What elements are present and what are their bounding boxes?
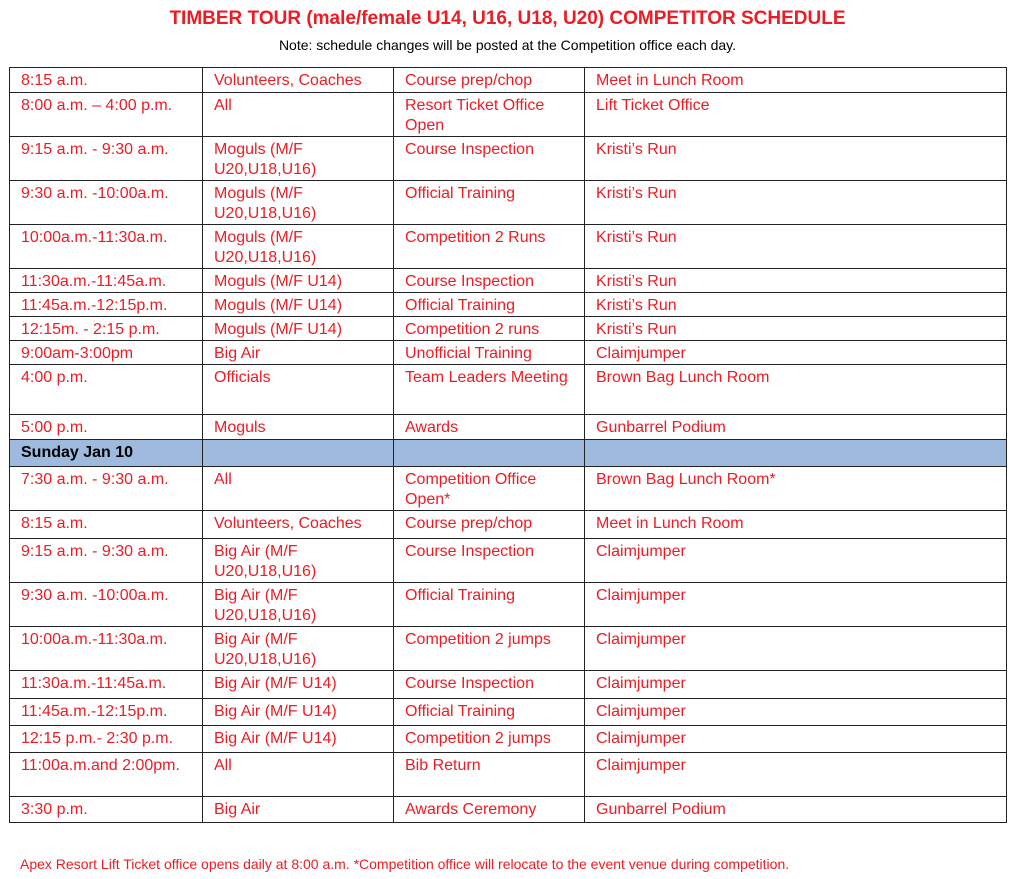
cell-location: Gunbarrel Podium — [585, 797, 1007, 823]
table-row — [10, 341, 1007, 365]
cell-time: 4:00 p.m. — [10, 365, 203, 415]
cell-who: Big Air (M/F U14) — [203, 726, 394, 753]
table-row — [10, 415, 1007, 440]
cell-event: Official Training — [394, 181, 585, 225]
cell-who: All — [203, 93, 394, 137]
cell-event: Awards Ceremony — [394, 797, 585, 823]
cell-event — [394, 440, 585, 467]
cell-time: 5:00 p.m. — [10, 415, 203, 440]
cell-time: 10:00a.m.-11:30a.m. — [10, 225, 203, 269]
schedule-body — [10, 68, 1007, 823]
cell-who — [203, 440, 394, 467]
cell-event: Course Inspection — [394, 269, 585, 293]
table-row — [10, 225, 1007, 269]
cell-event: Competition 2 jumps — [394, 627, 585, 671]
cell-who: Moguls (M/F U20,U18,U16) — [203, 181, 394, 225]
cell-time: 9:30 a.m. -10:00a.m. — [10, 181, 203, 225]
cell-time: 9:30 a.m. -10:00a.m. — [10, 583, 203, 627]
page-title: TIMBER TOUR (male/female U14, U16, U18, U20) COMPETITOR SCHEDULE — [169, 8, 846, 29]
cell-location: Meet in Lunch Room — [585, 68, 1007, 93]
cell-time: 11:30a.m.-11:45a.m. — [10, 671, 203, 699]
cell-time: Sunday Jan 10 — [10, 440, 203, 467]
cell-time: 8:00 a.m. – 4:00 p.m. — [10, 93, 203, 137]
table-row — [10, 467, 1007, 511]
table-row — [10, 365, 1007, 415]
cell-time: 10:00a.m.-11:30a.m. — [10, 627, 203, 671]
cell-time: 8:15 a.m. — [10, 511, 203, 539]
table-row — [10, 511, 1007, 539]
cell-location: Lift Ticket Office — [585, 93, 1007, 137]
cell-time: 12:15m. - 2:15 p.m. — [10, 317, 203, 341]
cell-event: Course prep/chop — [394, 68, 585, 93]
cell-event: Official Training — [394, 293, 585, 317]
cell-who: Big Air (M/F U20,U18,U16) — [203, 583, 394, 627]
cell-event: Resort Ticket Office Open — [394, 93, 585, 137]
cell-event: Official Training — [394, 583, 585, 627]
table-row — [10, 181, 1007, 225]
cell-time: 11:45a.m.-12:15p.m. — [10, 293, 203, 317]
cell-event: Course Inspection — [394, 539, 585, 583]
table-row — [10, 137, 1007, 181]
cell-event: Awards — [394, 415, 585, 440]
table-row — [10, 269, 1007, 293]
cell-who: Moguls — [203, 415, 394, 440]
cell-location: Kristi’s Run — [585, 269, 1007, 293]
cell-event: Official Training — [394, 699, 585, 726]
cell-time: 12:15 p.m.- 2:30 p.m. — [10, 726, 203, 753]
cell-time: 11:00a.m.and 2:00pm. — [10, 753, 203, 797]
cell-location: Claimjumper — [585, 583, 1007, 627]
cell-who: Big Air — [203, 797, 394, 823]
cell-time: 9:15 a.m. - 9:30 a.m. — [10, 539, 203, 583]
cell-location: Claimjumper — [585, 341, 1007, 365]
table-row — [10, 699, 1007, 726]
cell-time: 3:30 p.m. — [10, 797, 203, 823]
schedule-table — [9, 67, 1007, 823]
table-row — [10, 726, 1007, 753]
cell-location: Claimjumper — [585, 627, 1007, 671]
cell-who: Volunteers, Coaches — [203, 511, 394, 539]
cell-location: Brown Bag Lunch Room — [585, 365, 1007, 415]
cell-location: Claimjumper — [585, 539, 1007, 583]
cell-who: All — [203, 753, 394, 797]
cell-event: Course Inspection — [394, 137, 585, 181]
cell-location: Claimjumper — [585, 726, 1007, 753]
table-row — [10, 753, 1007, 797]
cell-event: Competition 2 jumps — [394, 726, 585, 753]
cell-who: All — [203, 467, 394, 511]
cell-time: 9:00am-3:00pm — [10, 341, 203, 365]
cell-location: Kristi’s Run — [585, 225, 1007, 269]
table-row — [10, 671, 1007, 699]
cell-location: Meet in Lunch Room — [585, 511, 1007, 539]
cell-event: Competition Office Open* — [394, 467, 585, 511]
cell-time: 11:45a.m.-12:15p.m. — [10, 699, 203, 726]
cell-who: Moguls (M/F U14) — [203, 269, 394, 293]
table-row — [10, 539, 1007, 583]
cell-event: Team Leaders Meeting — [394, 365, 585, 415]
schedule-note: Note: schedule changes will be posted at the Competition office each day. — [278, 37, 737, 53]
cell-who: Big Air (M/F U14) — [203, 671, 394, 699]
cell-location: Claimjumper — [585, 699, 1007, 726]
cell-who: Volunteers, Coaches — [203, 68, 394, 93]
cell-time: 9:15 a.m. - 9:30 a.m. — [10, 137, 203, 181]
cell-location — [585, 440, 1007, 467]
cell-who: Moguls (M/F U14) — [203, 293, 394, 317]
cell-time: 7:30 a.m. - 9:30 a.m. — [10, 467, 203, 511]
table-row — [10, 93, 1007, 137]
cell-event: Competition 2 Runs — [394, 225, 585, 269]
cell-location: Kristi’s Run — [585, 317, 1007, 341]
table-row — [10, 293, 1007, 317]
cell-who: Big Air (M/F U20,U18,U16) — [203, 627, 394, 671]
table-row — [10, 627, 1007, 671]
cell-location: Kristi’s Run — [585, 137, 1007, 181]
cell-who: Big Air (M/F U20,U18,U16) — [203, 539, 394, 583]
cell-event: Course prep/chop — [394, 511, 585, 539]
footer-note: Apex Resort Lift Ticket office opens daily at 8:00 a.m. *Competition office will relocate to the event venue during competition. — [20, 856, 790, 872]
section-header-row — [10, 440, 1007, 467]
table-row — [10, 317, 1007, 341]
cell-event: Bib Return — [394, 753, 585, 797]
cell-who: Big Air (M/F U14) — [203, 699, 394, 726]
cell-event: Competition 2 runs — [394, 317, 585, 341]
cell-who: Big Air — [203, 341, 394, 365]
cell-who: Moguls (M/F U20,U18,U16) — [203, 225, 394, 269]
cell-location: Claimjumper — [585, 671, 1007, 699]
table-row — [10, 68, 1007, 93]
table-row — [10, 797, 1007, 823]
cell-location: Brown Bag Lunch Room* — [585, 467, 1007, 511]
table-row — [10, 583, 1007, 627]
cell-time: 8:15 a.m. — [10, 68, 203, 93]
cell-event: Course Inspection — [394, 671, 585, 699]
cell-location: Gunbarrel Podium — [585, 415, 1007, 440]
cell-location: Kristi’s Run — [585, 181, 1007, 225]
cell-time: 11:30a.m.-11:45a.m. — [10, 269, 203, 293]
cell-event: Unofficial Training — [394, 341, 585, 365]
cell-who: Officials — [203, 365, 394, 415]
cell-location: Kristi’s Run — [585, 293, 1007, 317]
cell-who: Moguls (M/F U20,U18,U16) — [203, 137, 394, 181]
cell-who: Moguls (M/F U14) — [203, 317, 394, 341]
cell-location: Claimjumper — [585, 753, 1007, 797]
